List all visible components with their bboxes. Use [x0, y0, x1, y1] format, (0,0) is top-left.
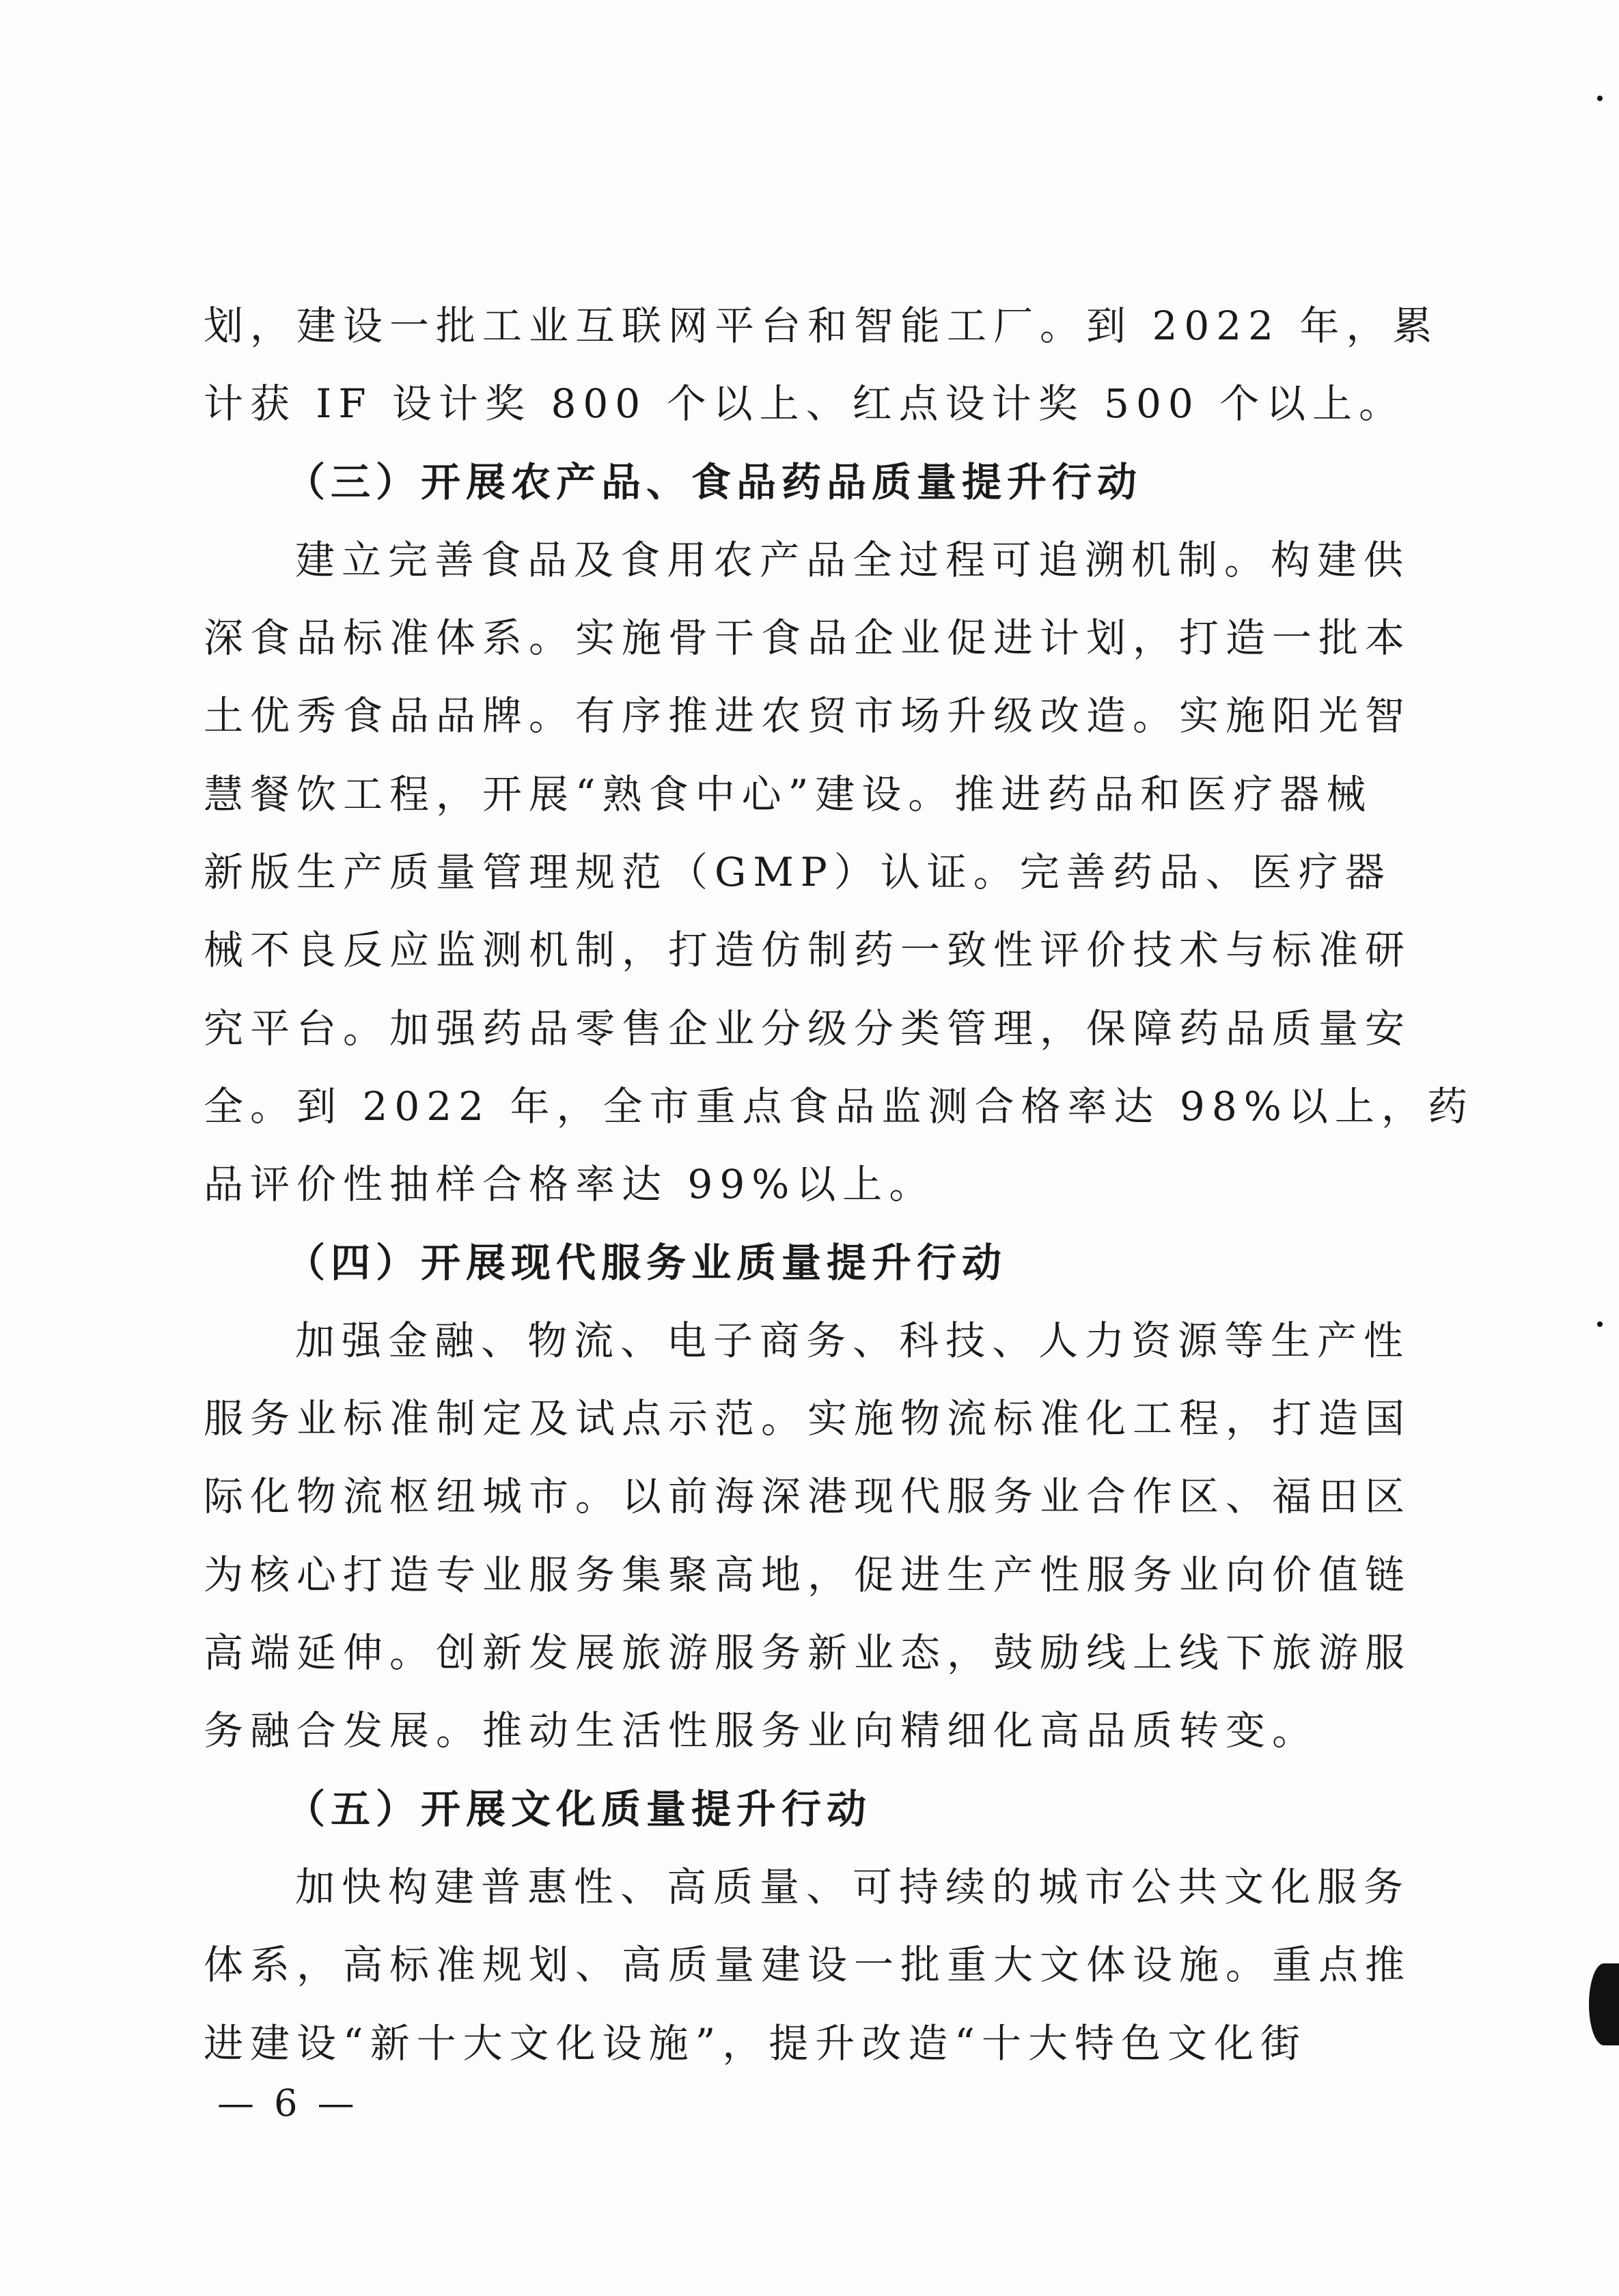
document-body: [204, 287, 1474, 2082]
text-line: 体系，高标准规划、高质量建设一批重大文体设施。重点推: [204, 1942, 1412, 1989]
page-number: — 6 —: [217, 2082, 359, 2125]
text-line: 深食品标准体系。实施骨干食品企业促进计划，打造一批本: [204, 615, 1412, 662]
text-line: 计获 IF 设计奖 800 个以上、红点设计奖 500 个以上。: [204, 380, 1406, 428]
text-line: 慧餐饮工程，开展“熟食中心”建设。推进药品和医疗器械: [204, 770, 1373, 817]
text-line: 划，建设一批工业互联网平台和智能工厂。到 2022 年，累: [204, 303, 1439, 349]
text-line: 土优秀食品品牌。有序推进农贸市场升级改造。实施阳光智: [204, 692, 1412, 740]
text-line: 高端延伸。创新发展旅游服务新业态，鼓励线上线下旅游服: [204, 1629, 1412, 1677]
text-line: 务融合发展。推动生活性服务业向精细化高品质转变。: [204, 1707, 1319, 1754]
scan-speck: [1597, 96, 1603, 101]
paragraph-start: 加强金融、物流、电子商务、科技、人力资源等生产性: [295, 1317, 1411, 1364]
text-line: 新版生产质量管理规范（GMP）认证。完善药品、医疗器: [204, 849, 1392, 896]
section-heading-4: （四）开展现代服务业质量提升行动: [286, 1239, 1008, 1286]
paragraph-start: 加快构建普惠性、高质量、可持续的城市公共文化服务: [295, 1863, 1411, 1910]
text-line: 究平台。加强药品零售企业分级分类管理，保障药品质量安: [204, 1005, 1412, 1052]
binding-hole-mark: [1589, 1963, 1619, 2045]
text-line: 品评价性抽样合格率达 99%以上。: [204, 1161, 936, 1208]
scan-speck: [1597, 1321, 1603, 1327]
text-line: 为核心打造专业服务集聚高地，促进生产性服务业向价值链: [204, 1551, 1412, 1598]
text-line: 械不良反应监测机制，打造仿制药一致性评价技术与标准研: [204, 927, 1412, 974]
text-line: 全。到 2022 年，全市重点食品监测合格率达 98%以上，药: [204, 1082, 1474, 1130]
text-line: 服务业标准制定及试点示范。实施物流标准化工程，打造国: [204, 1395, 1412, 1442]
section-heading-5: （五）开展文化质量提升行动: [286, 1785, 872, 1832]
text-line: 际化物流枢纽城市。以前海深港现代服务业合作区、福田区: [204, 1473, 1412, 1520]
text-line: 进建设“新十大文化设施”，提升改造“十大特色文化街: [204, 2019, 1307, 2067]
paragraph-start: 建立完善食品及食用农产品全过程可追溯机制。构建供: [295, 536, 1411, 583]
section-heading-3: （三）开展农产品、食品药品质量提升行动: [286, 458, 1143, 505]
